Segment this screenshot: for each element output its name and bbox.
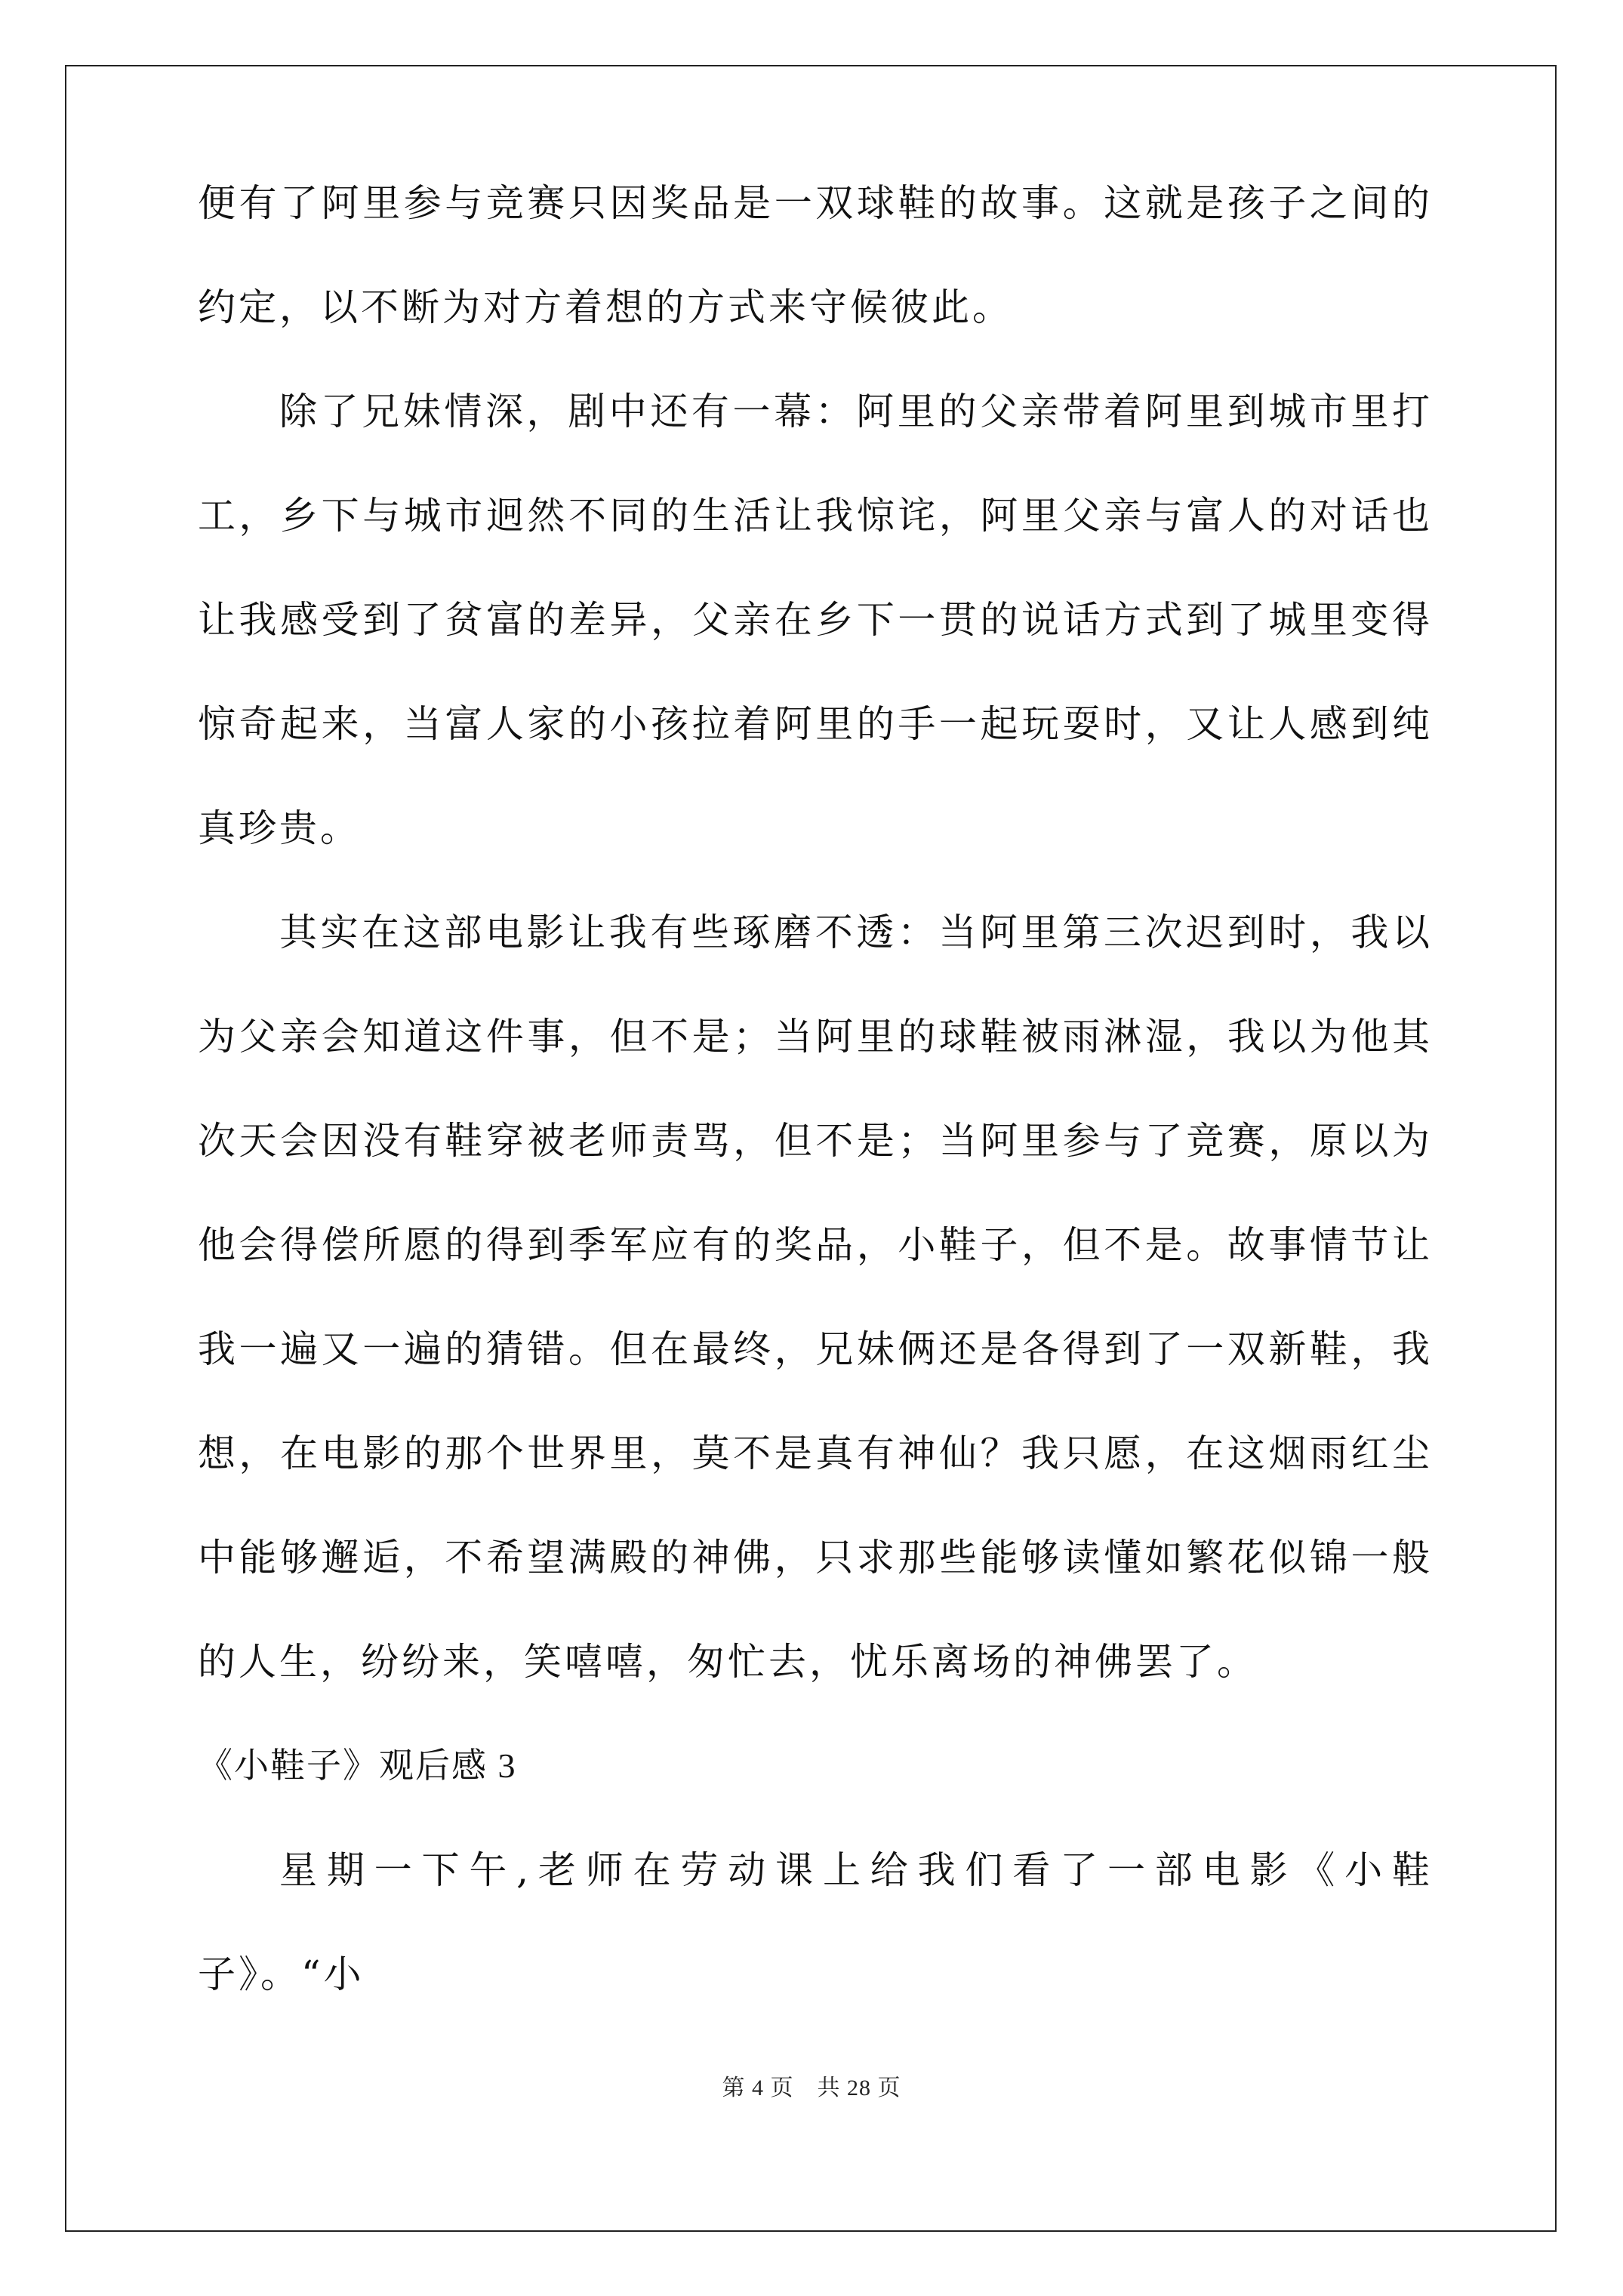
section-heading: 《小鞋子》观后感 3 <box>198 1746 517 1785</box>
paragraph-2: 除了兄妹情深，剧中还有一幕：阿里的父亲带着阿里到城市里打工，乡下与城市迥然不同的生活让我惊诧，阿里父亲与富人的对话也让我感受到了贫富的差异，父亲在乡下一贯的说话方式到了城里变得惊奇起来，当富人家的小孩拉着阿里的手一起玩耍时，又让人感到纯真珍贵。 <box>198 390 1433 850</box>
paragraph-4: 星期一下午,老师在劳动课上给我们看了一部电影《小鞋子》。“小 <box>198 1848 1433 1996</box>
paragraph-3: 其实在这部电影让我有些琢磨不透：当阿里第三次迟到时，我以为父亲会知道这件事，但不是；当阿里的球鞋被雨淋湿，我以为他其次天会因没有鞋穿被老师责骂，但不是；当阿里参与了竞赛，原以为他会得偿所愿的得到季军应有的奖品，小鞋子，但不是。故事情节让我一遍又一遍的猜错。但在最终，兄妹俩还是各得到了一双新鞋，我想，在电影的那个世界里，莫不是真有神仙？我只愿，在这烟雨红尘中能够邂逅，不希望满殿的神佛，只求那些能够读懂如繁花似锦一般的人生，纷纷来，笑嘻嘻，匆忙去，忧乐离场的神佛罢了。 <box>198 911 1433 1684</box>
page-number-footer: 第 4 页 共 28 页 <box>722 2076 901 2100</box>
document-body <box>198 181 1433 2026</box>
paragraph-1: 便有了阿里参与竞赛只因奖品是一双球鞋的故事。这就是孩子之间的约定，以不断为对方着想的方式来守候彼此。 <box>198 181 1433 329</box>
